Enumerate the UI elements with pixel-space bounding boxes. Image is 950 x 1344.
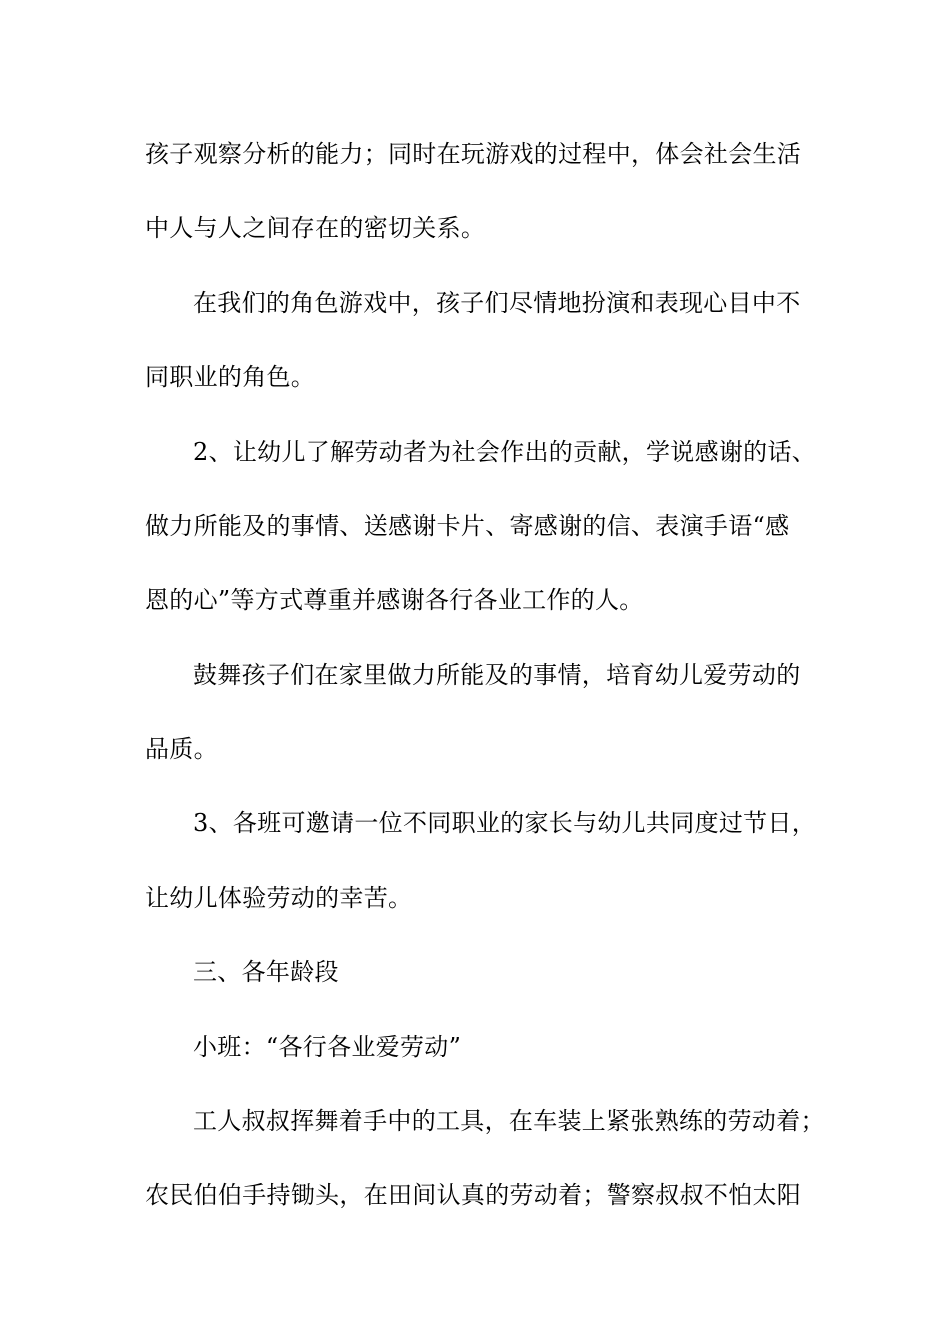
text-line: 孩子观察分析的能力；同时在玩游戏的过程中，体会社会生活: [145, 140, 802, 168]
paragraph-start-line: 3、各班可邀请一位不同职业的家长与幼儿共同度过节日，: [193, 809, 817, 837]
text-line: 农民伯伯手持锄头，在田间认真的劳动着；警察叔叔不怕太阳: [145, 1181, 802, 1209]
paragraph-start-line: 2、让幼儿了解劳动者为社会作出的贡献，学说感谢的话、: [193, 438, 817, 466]
section-heading: 三、各年龄段: [193, 958, 339, 986]
paragraph-start-line: 在我们的角色游戏中，孩子们尽情地扮演和表现心目中不: [193, 289, 801, 317]
paragraph-start-line: 鼓舞孩子们在家里做力所能及的事情，培育幼儿爱劳动的: [193, 661, 801, 689]
text-line: 做力所能及的事情、送感谢卡片、寄感谢的信、表演手语“感: [145, 512, 790, 540]
text-line: 让幼儿体验劳动的幸苦。: [145, 884, 413, 912]
text-line: 同职业的角色。: [145, 363, 316, 391]
text-line: 中人与人之间存在的密切关系。: [145, 214, 486, 242]
text-line: 品质。: [145, 735, 218, 763]
text-line: 恩的心”等方式尊重并感谢各行各业工作的人。: [145, 586, 644, 614]
subsection-heading: 小班：“各行各业爱劳动”: [193, 1033, 462, 1061]
paragraph-start-line: 工人叔叔挥舞着手中的工具，在车装上紧张熟练的劳动着；: [193, 1107, 825, 1135]
